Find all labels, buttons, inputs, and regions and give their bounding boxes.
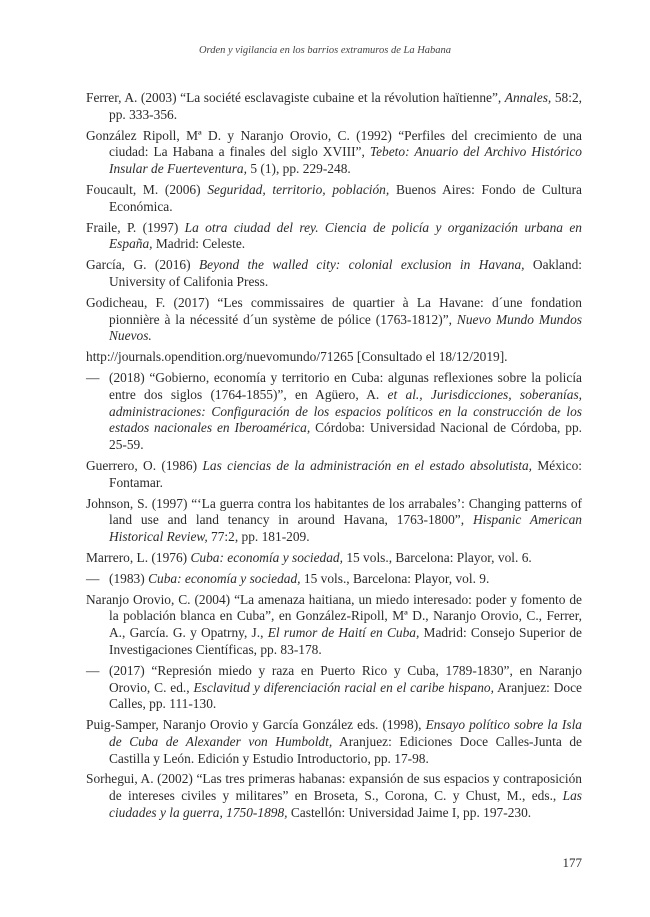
ref-source: Jurisdicciones, soberanías, administraciones: Configuración de los espacios políticos en la construcción de los estados nacionales en Iberoamérica, (109, 386, 583, 436)
ref-author: Ferrer, A. (2003) (86, 90, 181, 105)
ref-details: Aranjuez: Ediciones Doce Calles-Junta de Castilla y León. Edición y Estudio Introductorio, pp. 17-98. (109, 733, 582, 766)
references-list (86, 90, 582, 826)
reference-entry (86, 128, 582, 178)
reference-entry (86, 592, 582, 659)
ref-title: “La société esclavagiste cubaine et la révolution haïtienne”, (180, 90, 505, 105)
ref-author: Naranjo Orovio, C. (2004) (86, 591, 235, 607)
ref-details: 77:2, pp. 181-209. (207, 529, 310, 545)
page-number: 177 (562, 855, 582, 870)
ref-author: Johnson, S. (1997) (86, 495, 192, 511)
ref-source: Annales, (504, 90, 552, 105)
ref-source: Hispanic American Historical Review, (109, 512, 582, 545)
ref-details: Madrid: Consejo Superior de Investigaciones Científicas, pp. 83-178. (109, 625, 582, 657)
ref-source: Beyond the walled city: colonial exclusion in Havana, (198, 257, 525, 273)
ref-details: México: Fontamar. (109, 457, 583, 490)
ref-author: Foucault, M. (2006) (86, 181, 208, 197)
ref-details: 15 vols., Barcelona: Playor, vol. 9. (300, 570, 490, 586)
ref-source: Las ciencias de la administración en el estado absolutista, (202, 457, 533, 473)
ref-title: “‘La guerra contra los habitantes de los arrabales’: Changing patterns of land use and land tenancy in around Havana, 1763-1800”, (109, 495, 582, 528)
ref-author: Fraile, P. (1997) (86, 219, 185, 235)
ref-source: Cuba: economía y sociedad, (190, 549, 343, 565)
ref-source: Seguridad, territorio, población, (207, 181, 390, 197)
reference-entry (86, 182, 582, 216)
reference-entry (86, 771, 582, 821)
reference-entry (86, 717, 582, 767)
ref-source: El rumor de Haití en Cuba, (267, 625, 420, 641)
ref-title: “Represión miedo y raza en Puerto Rico y Cuba, 1789-1830”, en Naranjo Orovio, C. ed., (109, 662, 582, 695)
ref-details: Oakland: University of Califonia Press. (109, 257, 582, 289)
ref-details: 15 vols., Barcelona: Playor, vol. 6. (342, 549, 532, 565)
ref-title: “La amenaza haitiana, un miedo interesado: poder y fomento de la población blanca en Cuba”, en González-Ripoll, Mª D., Naranjo Orovio, C., Ferrer, A., García. G. y Opatrny, J., (109, 591, 582, 641)
ref-source: Cuba: economía y sociedad, (148, 570, 301, 586)
ref-author: (2017) (109, 662, 152, 678)
ref-details: Madrid: Celeste. (152, 236, 246, 252)
reference-entry (86, 663, 582, 713)
reference-entry (86, 550, 582, 567)
ref-source: Nuevo Mundo Mundos Nuevos. (109, 311, 582, 344)
ref-dash: — (86, 570, 100, 586)
reference-entry (86, 220, 582, 254)
reference-entry (86, 90, 582, 124)
ref-source: Tebeto: Anuario del Archivo Histórico Insular de Fuerteventura, (109, 144, 582, 177)
reference-entry (86, 257, 582, 291)
ref-dash: — (86, 369, 100, 385)
ref-author: Godicheau, F. (2017) (86, 294, 218, 310)
ref-dash: — (86, 662, 100, 678)
ref-details: Buenos Aires: Fondo de Cultura Económica. (109, 181, 582, 214)
reference-entry (86, 458, 582, 492)
running-header: Orden y vigilancia en los barrios extramuros de La Habana (198, 45, 452, 56)
ref-details: 5 (1), pp. 229-248. (246, 161, 351, 177)
reference-entry (86, 571, 582, 588)
ref-author: (1983) (109, 570, 149, 586)
ref-source: Esclavitud y diferenciación racial en el caribe hispano, (193, 679, 494, 695)
ref-author: Sorhegui, A. (2002) (86, 771, 197, 787)
ref-details: Aranjuez: Doce Calles, pp. 111-130. (109, 679, 582, 712)
ref-author: Guerrero, O. (1986) (86, 457, 203, 473)
ref-title: “Las tres primeras habanas: expansión de sus espacios y contraposición de intereses civiles y militares” en Broseta, S., Corona, C. y Chust, M., eds., (109, 771, 582, 804)
ref-source: Ensayo político sobre la Isla de Cuba de Alexander von Humboldt, (109, 717, 582, 749)
ref-author: (2018) (109, 369, 150, 385)
reference-entry (86, 496, 582, 546)
reference-entry (86, 295, 582, 345)
ref-title: “Perfiles del crecimiento de una ciudad: La Habana a finales del siglo XVIII”, (109, 127, 582, 160)
reference-entry (86, 370, 582, 454)
ref-url-link[interactable]: http://journals.opendition.org/nuevomundo/71265 [Consultado el 18/12/2019]. (86, 349, 508, 365)
ref-author: García, G. (2016) (86, 257, 199, 273)
ref-title: “Gobierno, economía y territorio en Cuba: algunas reflexiones sobre la policía entre dos siglos (1764-1855)”, en Agüero, A. (109, 369, 582, 402)
ref-author: González Ripoll, Mª D. y Naranjo Orovio, C. (1992) (86, 127, 399, 143)
ref-details: 58:2, pp. 333-356. (109, 90, 582, 122)
ref-title: “Les commissaires de quartier à La Havane: d´une fondation pionnière à la nécessité d´un système de pólice (1763-1812)”, (109, 294, 582, 327)
reference-url (86, 349, 582, 366)
ref-source: Las ciudades y la guerra, 1750-1898, (109, 788, 582, 821)
ref-source: La otra ciudad del rey. Ciencia de policía y organización urbana en España, (109, 219, 582, 252)
ref-author: Marrero, L. (1976) (86, 549, 191, 565)
ref-details: Córdoba: Universidad Nacional de Córdoba, pp. 25-59. (109, 420, 582, 453)
ref-details: Castellón: Universidad Jaime I, pp. 197-230. (287, 805, 532, 821)
ref-author: Puig-Samper, Naranjo Orovio y García González eds. (1998), (86, 717, 426, 733)
ref-etal: et al., (387, 386, 423, 402)
